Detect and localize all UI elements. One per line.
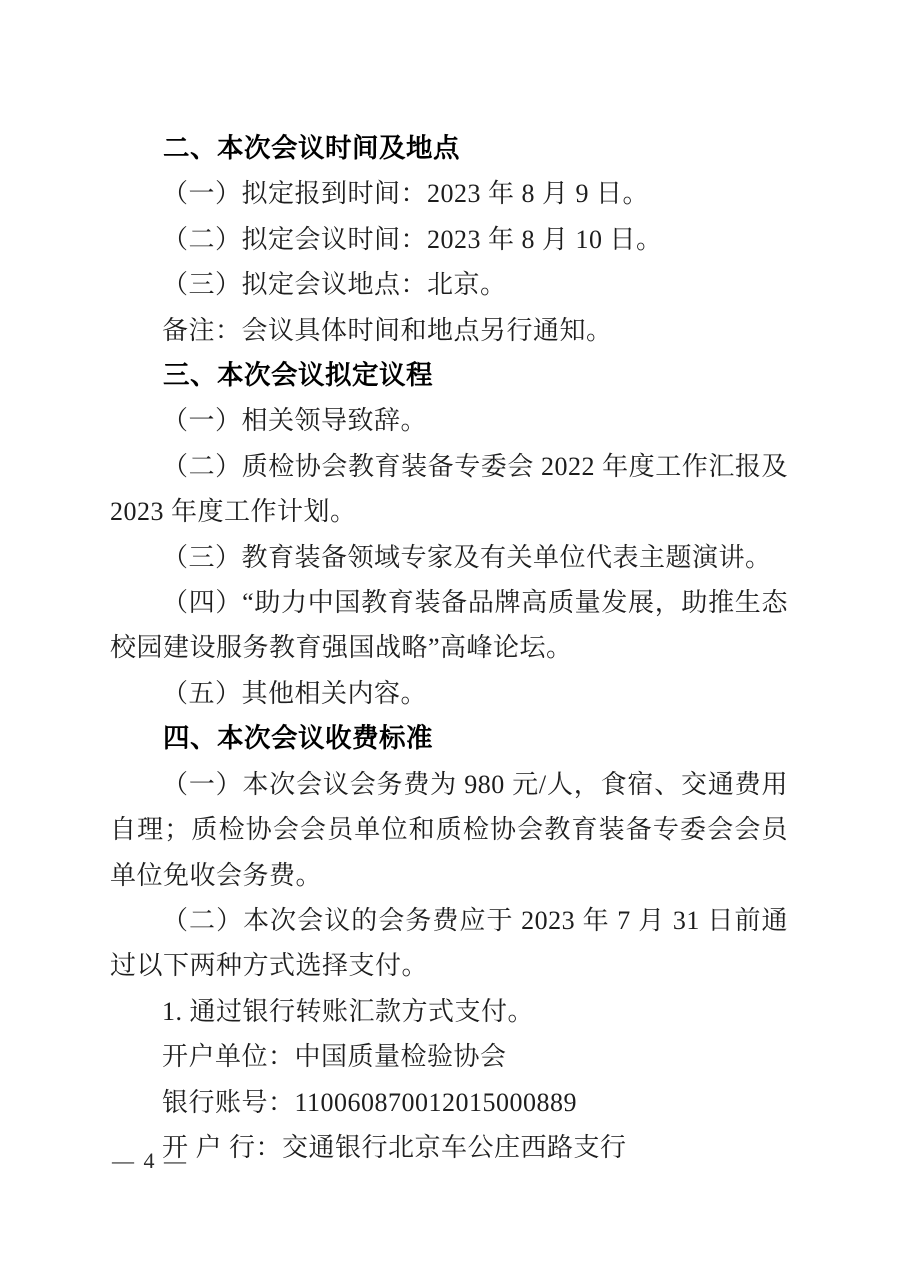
section-heading-fees: 四、本次会议收费标准 xyxy=(163,723,433,754)
paragraph-account-name: 开户单位：中国质量检验协会 xyxy=(162,1042,507,1072)
paragraph-agenda-4: （四）“助力中国教育装备品牌高质量发展，助推生态校园建设服务教育强国战略”高峰论坛。 xyxy=(110,588,788,663)
paragraph-agenda-1: （一）相关领导致辞。 xyxy=(162,406,428,436)
paragraph-remark: 备注：会议具体时间和地点另行通知。 xyxy=(162,315,613,345)
paragraph-checkin-time: （一）拟定报到时间：2023 年 8 月 9 日。 xyxy=(162,179,650,209)
paragraph-payment-method-1: 1. 通过银行转账汇款方式支付。 xyxy=(162,996,535,1026)
page-number: — 4 — xyxy=(112,1148,188,1173)
paragraph-account-number: 银行账号：110060870012015000889 xyxy=(162,1087,578,1117)
paragraph-agenda-2: （二）质检协会教育装备专委会 2022 年度工作汇报及 2023 年度工作计划。 xyxy=(110,451,788,527)
paragraph-meeting-place: （三）拟定会议地点：北京。 xyxy=(162,270,507,300)
section-heading-meeting-time-place: 二、本次会议时间及地点 xyxy=(163,133,460,163)
paragraph-bank-branch: 开 户 行：交通银行北京车公庄西路支行 xyxy=(162,1132,627,1162)
paragraph-fee-amount: （一）本次会议会务费为 980 元/人，食宿、交通费用自理；质检协会会员单位和质检协会教育装备专委会会员单位免收会务费。 xyxy=(110,769,788,890)
paragraph-meeting-time: （二）拟定会议时间：2023 年 8 月 10 日。 xyxy=(162,224,663,254)
section-heading-agenda: 三、本次会议拟定议程 xyxy=(163,360,433,391)
document-body xyxy=(110,126,788,1170)
paragraph-agenda-3: （三）教育装备领域专家及有关单位代表主题演讲。 xyxy=(162,542,772,572)
paragraph-fee-deadline: （二）本次会议的会务费应于 2023 年 7 月 31 日前通过以下两种方式选择支付。 xyxy=(110,905,788,981)
paragraph-agenda-5: （五）其他相关内容。 xyxy=(162,678,428,708)
